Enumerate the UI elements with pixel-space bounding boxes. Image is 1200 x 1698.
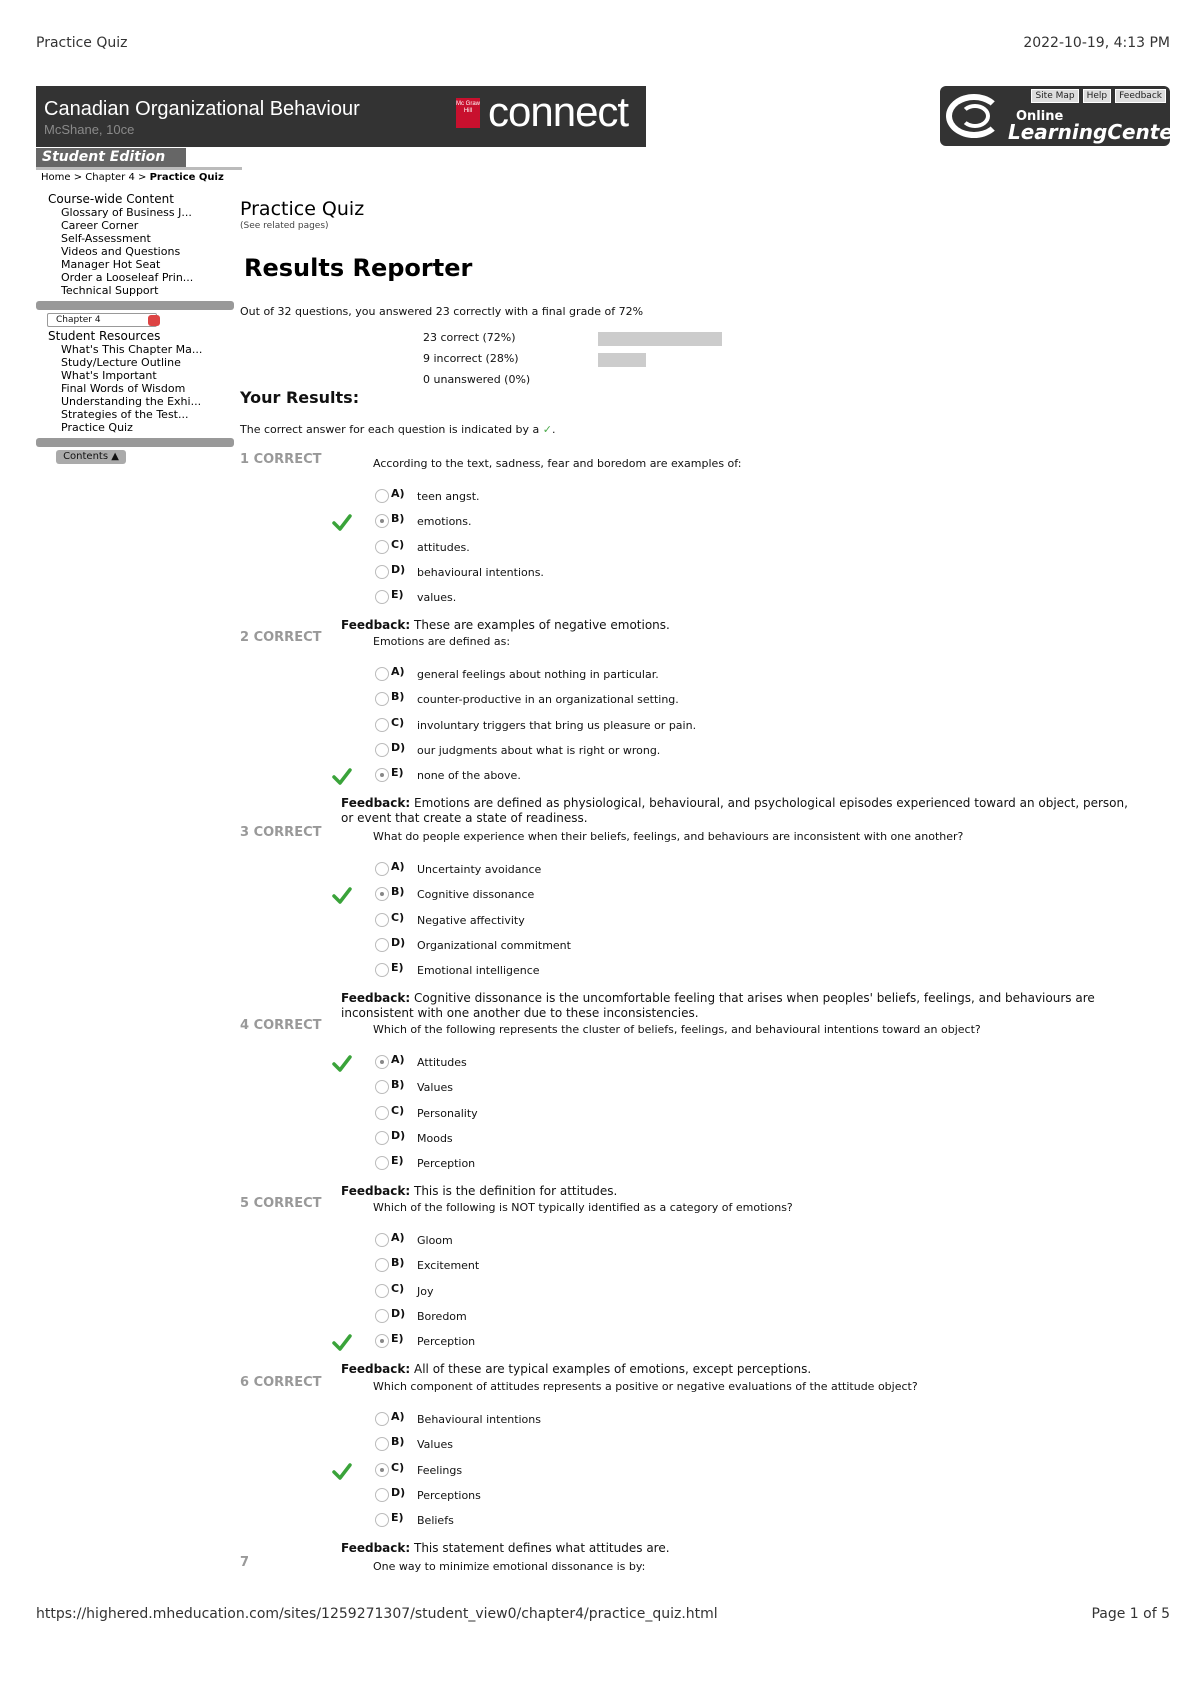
feedback-text — [341, 1541, 1131, 1556]
breadcrumb — [41, 172, 224, 183]
answer-letter: E) — [391, 1511, 404, 1525]
feedback-label: Feedback: — [341, 618, 411, 632]
answer-key-note — [240, 423, 556, 436]
answer-letter: B) — [391, 885, 405, 899]
answer-radio[interactable] — [375, 1412, 389, 1426]
sidebar-item[interactable]: Self-Assessment — [61, 232, 151, 245]
olc-swirl-inner-icon — [960, 104, 990, 128]
answer-letter: C) — [391, 910, 405, 924]
answer-letter: E) — [391, 1332, 404, 1346]
answer-letter: D) — [391, 1128, 406, 1142]
answer-text: Beliefs — [417, 1514, 454, 1528]
question-number-value: 7 — [240, 1555, 250, 1570]
answer-radio[interactable] — [375, 692, 389, 706]
answer-text: Joy — [417, 1284, 434, 1298]
answer-radio[interactable] — [375, 565, 389, 579]
sidebar-item[interactable]: Order a Looseleaf Prin... — [61, 271, 194, 284]
sidebar-divider — [36, 438, 234, 447]
answer-radio[interactable] — [375, 862, 389, 876]
answer-radio[interactable] — [375, 963, 389, 977]
answer-text: involuntary triggers that bring us pleasure or pain. — [417, 718, 697, 732]
course-subtitle: McShane, 10ce — [44, 122, 135, 137]
feedback-body: Cognitive dissonance is the uncomfortable feeling that arises when peoples' beliefs, feelings, and behaviours are inconsistent with one another due to these inconsistencies. — [341, 991, 1095, 1020]
question-text: Which component of attitudes represents a positive or negative evaluations of the attitude object? — [373, 1380, 918, 1393]
question-text: Which of the following represents the cluster of beliefs, feelings, and behavioural intentions toward an object? — [373, 1023, 981, 1036]
answer-radio[interactable] — [375, 540, 389, 554]
sidebar-group-student-resources: Student Resources — [48, 329, 161, 343]
answer-letter: A) — [391, 860, 405, 873]
score-summary: Out of 32 questions, you answered 23 correctly with a final grade of 72% — [240, 305, 644, 318]
sidebar-item[interactable]: Technical Support — [61, 284, 159, 297]
chapter-select[interactable] — [47, 313, 157, 327]
answer-text: Cognitive dissonance — [417, 888, 535, 902]
answer-letter: D) — [391, 1485, 406, 1499]
question-number-value: 2 — [240, 630, 250, 645]
answer-text: counter-productive in an organizational setting. — [417, 693, 679, 707]
answer-letter: C) — [391, 1281, 405, 1295]
answer-letter: A) — [391, 665, 405, 678]
answer-text: teen angst. — [417, 490, 480, 503]
feedback-label: Feedback: — [341, 991, 411, 1005]
question-status: CORRECT — [253, 452, 322, 467]
sidebar-nav — [36, 193, 234, 464]
sidebar-item[interactable]: Videos and Questions — [61, 245, 181, 258]
breadcrumb-separator: > — [134, 172, 150, 183]
answer-radio[interactable] — [375, 938, 389, 952]
sidebar-divider — [36, 301, 234, 310]
question-number — [240, 1196, 321, 1211]
correct-checkmark-icon — [332, 1055, 352, 1073]
answer-radio[interactable] — [375, 1463, 389, 1477]
connect-logo: connect — [488, 88, 629, 135]
answer-letter: C) — [391, 1460, 405, 1474]
feedback-text — [341, 1184, 1131, 1199]
feedback-text — [341, 618, 1131, 633]
feedback-label: Feedback: — [341, 1541, 411, 1555]
correct-checkmark-icon — [332, 887, 352, 905]
score-stat-label: 23 correct (72%) — [423, 331, 516, 344]
answer-radio[interactable] — [375, 1233, 389, 1247]
question-number-value: 5 — [240, 1196, 250, 1211]
your-results-heading: Your Results: — [240, 388, 360, 407]
answer-letter: B) — [391, 512, 405, 526]
answer-text: general feelings about nothing in particular. — [417, 668, 659, 681]
breadcrumb-chapter[interactable]: Chapter 4 — [85, 172, 135, 183]
breadcrumb-current: Practice Quiz — [149, 172, 224, 183]
sidebar-item[interactable]: Study/Lecture Outline — [61, 356, 181, 369]
answer-letter: A) — [391, 1410, 405, 1423]
feedback-body: This is the definition for attitudes. — [414, 1184, 618, 1198]
answer-letter: E) — [391, 1154, 404, 1168]
answer-text: Gloom — [417, 1234, 453, 1247]
answer-letter: D) — [391, 935, 406, 949]
answer-letter: C) — [391, 1103, 405, 1117]
answer-text: Values — [417, 1438, 453, 1452]
answer-radio[interactable] — [375, 590, 389, 604]
answer-letter: A) — [391, 487, 405, 500]
answer-radio[interactable] — [375, 1131, 389, 1145]
answer-radio[interactable] — [375, 718, 389, 732]
feedback-body: All of these are typical examples of emotions, except perceptions. — [414, 1362, 812, 1376]
question-number — [240, 1555, 249, 1570]
answer-letter: C) — [391, 537, 405, 551]
print-header-timestamp: 2022-10-19, 4:13 PM — [1023, 35, 1170, 51]
score-stat-bar — [598, 353, 646, 367]
question-number-value: 1 — [240, 452, 250, 467]
sidebar-group2-list — [36, 343, 234, 434]
answer-text: emotions. — [417, 515, 472, 529]
answer-text: Perceptions — [417, 1488, 481, 1502]
answer-radio[interactable] — [375, 913, 389, 927]
answer-radio[interactable] — [375, 743, 389, 757]
sidebar-item[interactable]: Final Words of Wisdom — [61, 382, 186, 395]
answer-text: Emotional intelligence — [417, 964, 540, 978]
question-number — [240, 1018, 321, 1033]
answer-text: Excitement — [417, 1259, 480, 1273]
chapter-select-value: Chapter 4 — [56, 315, 101, 325]
answer-letter: D) — [391, 1306, 406, 1320]
feedback-text — [341, 1362, 1131, 1377]
score-stat-label: 9 incorrect (28%) — [423, 352, 519, 365]
feedback-text — [341, 796, 1131, 826]
answer-key-note-text: The correct answer for each question is indicated by a — [240, 423, 540, 436]
correct-checkmark-icon — [332, 1334, 352, 1352]
answer-text: Negative affectivity — [417, 913, 525, 927]
sidebar-group-course-wide: Course-wide Content — [48, 192, 174, 206]
answer-text: Organizational commitment — [417, 938, 571, 952]
contents-button[interactable]: Contents ▲ — [56, 450, 126, 464]
answer-radio[interactable] — [375, 887, 389, 901]
olc-line1: Online — [1016, 109, 1064, 124]
answer-letter: C) — [391, 715, 405, 729]
course-banner — [36, 86, 646, 147]
answer-letter: E) — [391, 961, 404, 975]
chapter-select-arrow-icon[interactable] — [148, 315, 160, 326]
sidebar-item[interactable]: What's This Chapter Ma... — [61, 343, 203, 356]
sidebar-item[interactable]: What's Important — [61, 369, 157, 382]
answer-radio[interactable] — [375, 489, 389, 503]
score-stat-label: 0 unanswered (0%) — [423, 373, 531, 386]
course-title: Canadian Organizational Behaviour — [44, 98, 360, 120]
olc-link-help[interactable]: Help — [1083, 89, 1112, 103]
results-reporter-heading: Results Reporter — [244, 254, 473, 282]
answer-letter: B) — [391, 1256, 405, 1270]
answer-text: Values — [417, 1081, 453, 1095]
question-number-value: 6 — [240, 1375, 250, 1390]
answer-key-note-end: . — [552, 423, 556, 436]
question-number-value: 4 — [240, 1018, 250, 1033]
answer-radio[interactable] — [375, 667, 389, 681]
sidebar-item[interactable]: Practice Quiz — [61, 421, 133, 434]
question-number — [240, 1375, 321, 1390]
answer-text: none of the above. — [417, 769, 521, 783]
feedback-body: This statement defines what attitudes are. — [414, 1541, 670, 1555]
question-text: Emotions are defined as: — [373, 635, 511, 648]
answer-text: behavioural intentions. — [417, 565, 544, 579]
sidebar-item[interactable]: Understanding the Exhi... — [61, 395, 202, 408]
feedback-body: These are examples of negative emotions. — [414, 618, 670, 632]
answer-text: Perception — [417, 1335, 476, 1349]
answer-letter: D) — [391, 740, 406, 754]
answer-letter: D) — [391, 562, 406, 576]
answer-radio[interactable] — [375, 1156, 389, 1170]
sidebar-item[interactable]: Manager Hot Seat — [61, 258, 161, 271]
answer-radio[interactable] — [375, 1055, 389, 1069]
print-header-title: Practice Quiz — [36, 35, 128, 51]
answer-text: Personality — [417, 1106, 478, 1120]
sidebar-group1-list — [36, 206, 234, 297]
answer-letter: E) — [391, 588, 404, 602]
answer-text: Moods — [417, 1131, 453, 1145]
answer-radio[interactable] — [375, 1284, 389, 1298]
answer-letter: B) — [391, 690, 405, 704]
correct-checkmark-icon — [332, 1463, 352, 1481]
answer-letter: A) — [391, 1053, 405, 1066]
sidebar-item[interactable]: Career Corner — [61, 219, 139, 232]
question-number — [240, 630, 321, 645]
feedback-label: Feedback: — [341, 796, 411, 810]
sidebar-item[interactable]: Strategies of the Test... — [61, 408, 189, 421]
page-title: Practice Quiz — [240, 198, 365, 220]
olc-links — [1031, 89, 1166, 103]
answer-text: attitudes. — [417, 540, 470, 554]
see-related-pages-link[interactable]: (See related pages) — [240, 221, 329, 231]
correct-checkmark-icon — [332, 768, 352, 786]
answer-text: our judgments about what is right or wrong. — [417, 743, 661, 757]
edition-divider — [36, 167, 242, 170]
question-text: According to the text, sadness, fear and boredom are examples of: — [373, 457, 742, 470]
feedback-label: Feedback: — [341, 1362, 411, 1376]
answer-text: Attitudes — [417, 1056, 467, 1069]
breadcrumb-home[interactable]: Home — [41, 172, 71, 183]
feedback-body: Emotions are defined as physiological, behavioural, and psychological episodes experienced toward an object, person, or event that create a state of readiness. — [341, 796, 1128, 825]
answer-text: Uncertainty avoidance — [417, 863, 542, 876]
correct-checkmark-icon — [332, 514, 352, 532]
feedback-label: Feedback: — [341, 1184, 411, 1198]
answer-text: values. — [417, 591, 457, 605]
answer-radio[interactable] — [375, 1488, 389, 1502]
answer-text: Behavioural intentions — [417, 1413, 541, 1426]
answer-letter: B) — [391, 1078, 405, 1092]
print-footer-page: Page 1 of 5 — [1091, 1606, 1170, 1622]
question-text: What do people experience when their beliefs, feelings, and behaviours are inconsistent with one another? — [373, 830, 964, 843]
question-status: CORRECT — [253, 1375, 322, 1390]
question-status: CORRECT — [253, 1018, 322, 1033]
question-text: One way to minimize emotional dissonance is by: — [373, 1560, 646, 1573]
question-status: CORRECT — [253, 630, 322, 645]
answer-radio[interactable] — [375, 1106, 389, 1120]
student-edition-label: Student Edition — [36, 148, 186, 167]
answer-letter: E) — [391, 766, 404, 780]
question-number-value: 3 — [240, 825, 250, 840]
answer-radio[interactable] — [375, 768, 389, 782]
mcgraw-hill-logo: Mc Graw Hill — [456, 98, 480, 128]
answer-radio[interactable] — [375, 1258, 389, 1272]
checkmark-icon: ✓ — [542, 423, 553, 436]
answer-text: Perception — [417, 1157, 476, 1171]
answer-radio[interactable] — [375, 1309, 389, 1323]
answer-letter: B) — [391, 1435, 405, 1449]
online-learning-center-logo — [940, 86, 1183, 146]
answer-text: Boredom — [417, 1309, 467, 1323]
breadcrumb-separator: > — [70, 172, 86, 183]
olc-link-feedback[interactable]: Feedback — [1115, 89, 1166, 103]
olc-line2: LearningCenter — [1008, 120, 1183, 144]
question-number — [240, 825, 321, 840]
print-footer-url: https://highered.mheducation.com/sites/1259271307/student_view0/chapter4/practice_quiz.html — [36, 1606, 718, 1622]
feedback-text — [341, 991, 1131, 1021]
answer-radio[interactable] — [375, 514, 389, 528]
question-text: Which of the following is NOT typically identified as a category of emotions? — [373, 1201, 793, 1214]
answer-radio[interactable] — [375, 1080, 389, 1094]
answer-letter: A) — [391, 1231, 405, 1244]
question-status: CORRECT — [253, 1196, 322, 1211]
answer-text: Feelings — [417, 1463, 463, 1477]
score-stat-bar — [598, 332, 722, 346]
answer-radio[interactable] — [375, 1437, 389, 1451]
answer-radio[interactable] — [375, 1334, 389, 1348]
question-number — [240, 452, 321, 467]
question-status: CORRECT — [253, 825, 322, 840]
answer-radio[interactable] — [375, 1513, 389, 1527]
sidebar-item[interactable]: Glossary of Business J... — [61, 206, 192, 219]
olc-link-site-map[interactable]: Site Map — [1031, 89, 1078, 103]
